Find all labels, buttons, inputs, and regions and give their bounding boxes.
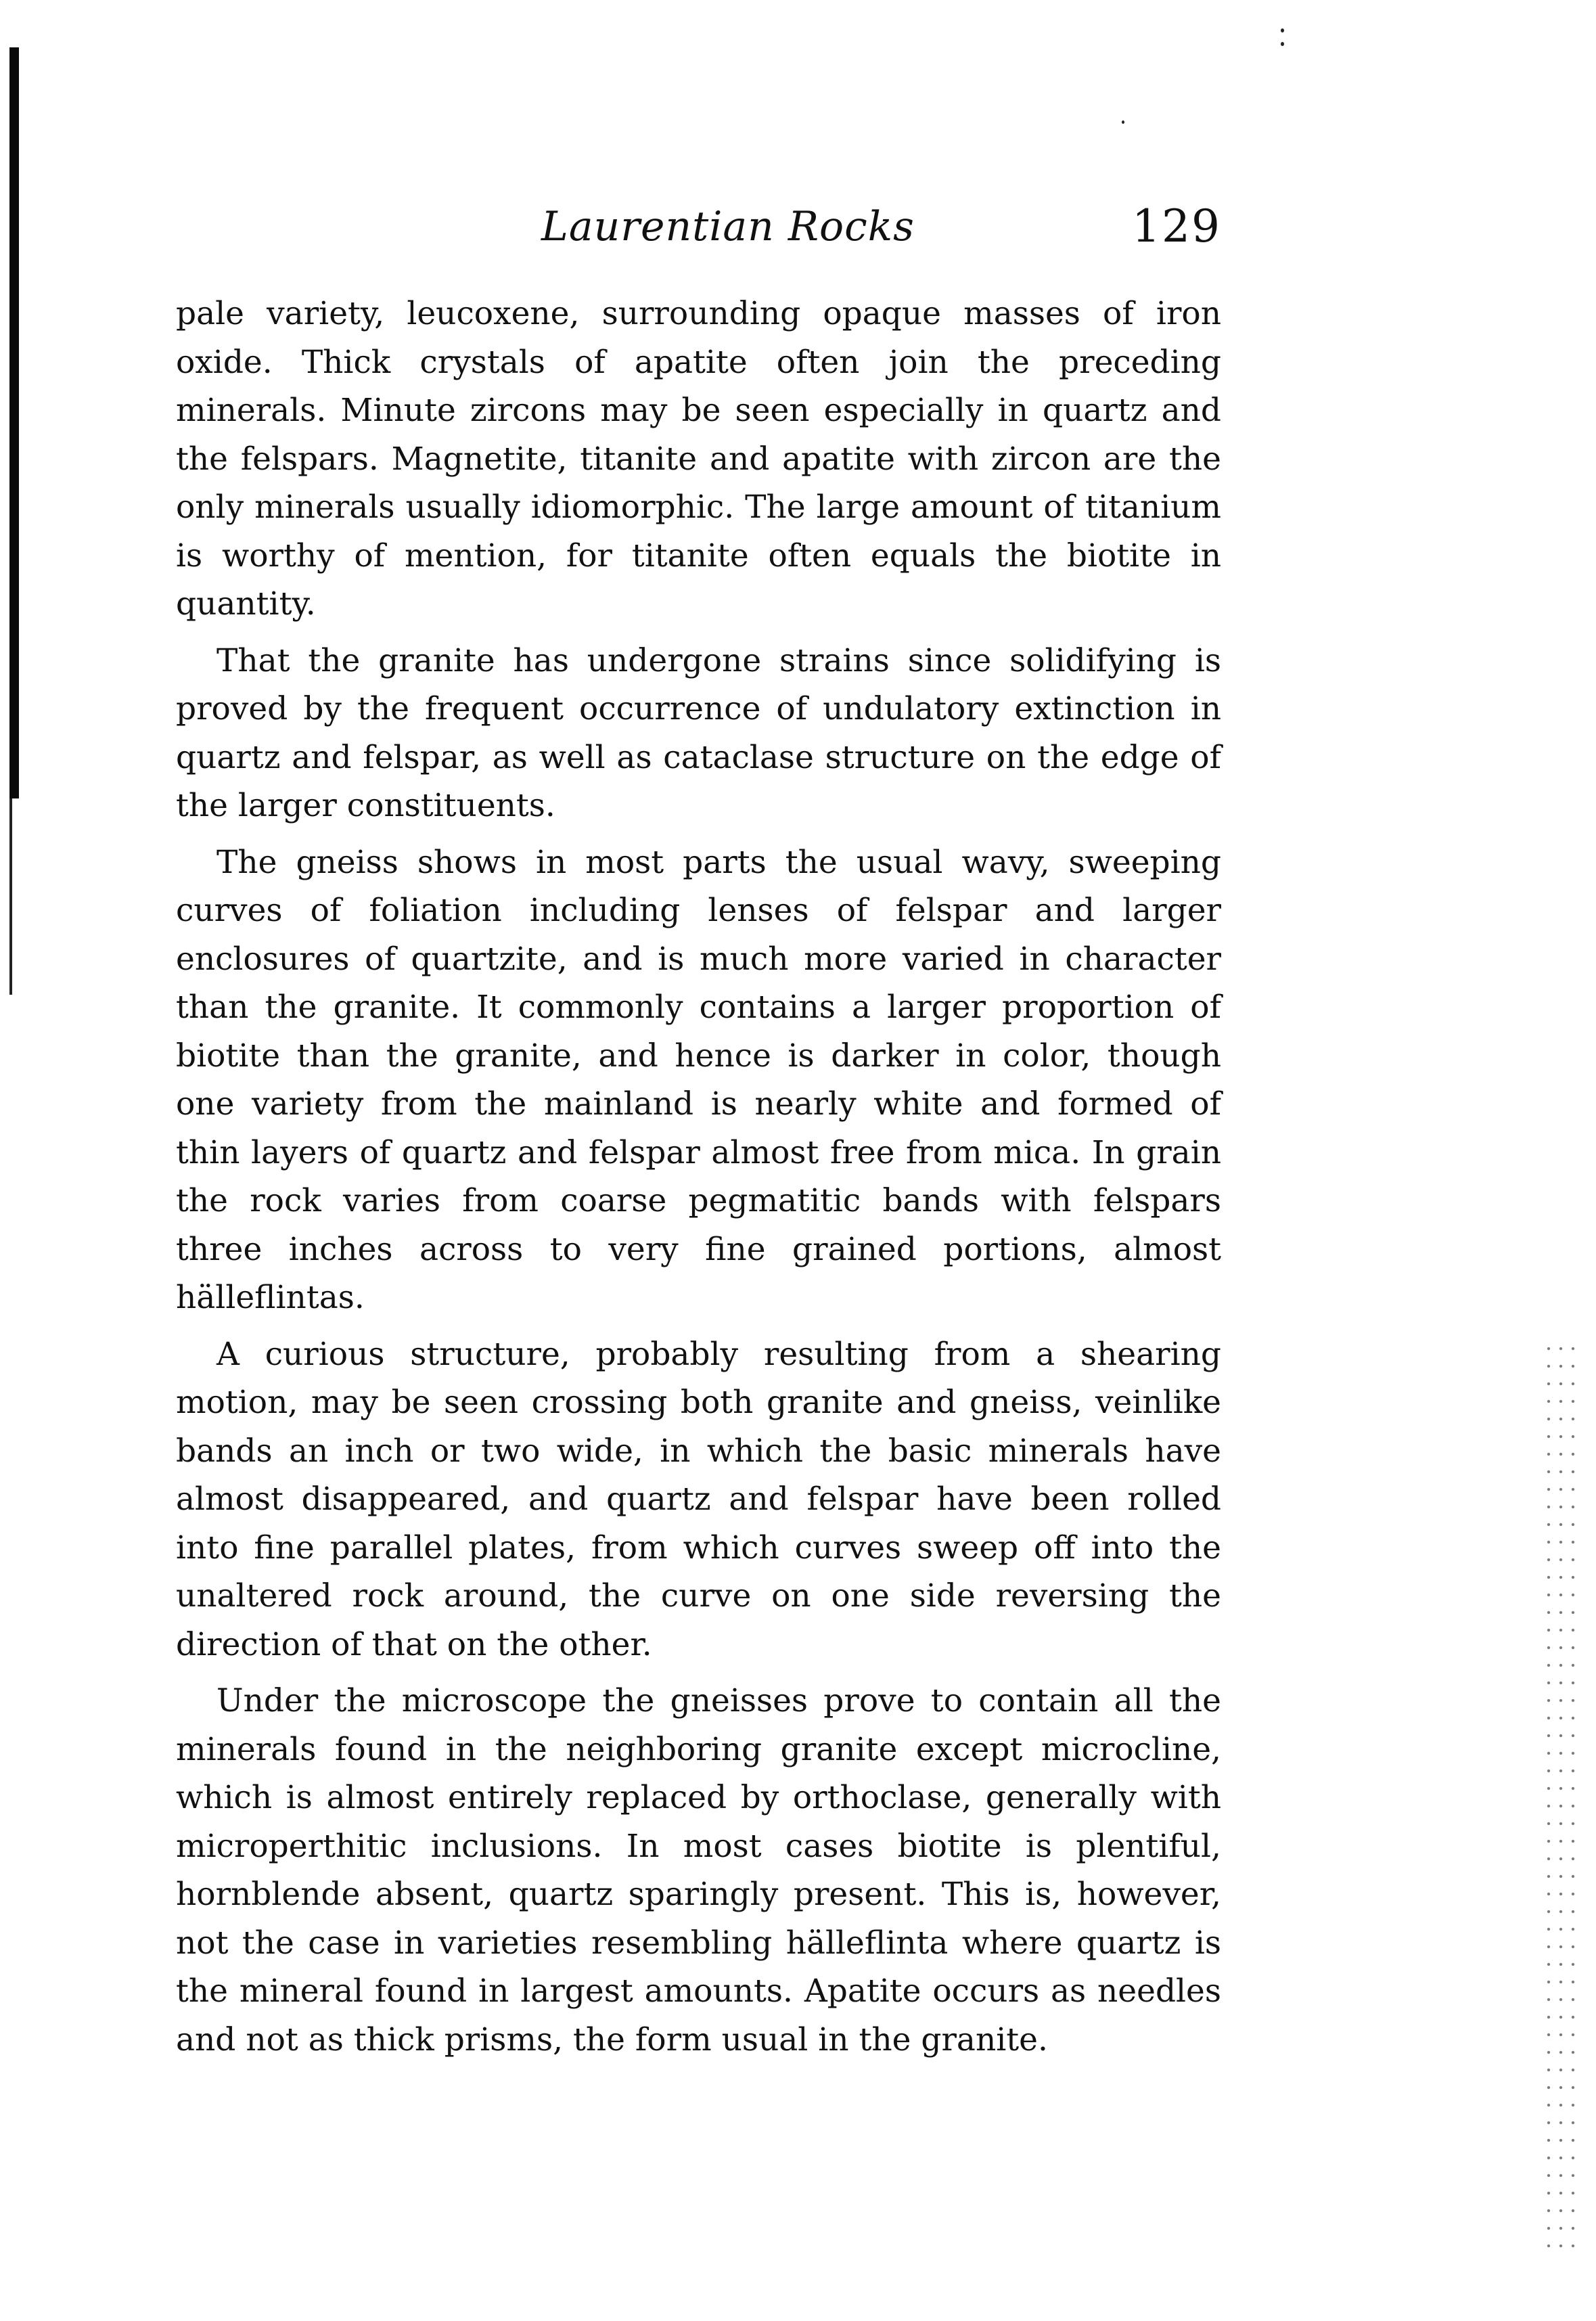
paragraph: pale variety, leucoxene, surrounding opaque masses of iron oxide. Thick crystals of apatite often join the preceding minerals. Minute zircons may be seen especially in quartz and the felspars. Magnetite, titanite and apatite with zircon are the only minerals usually idiomorphic. The large amount of titanium is worthy of mention, for titanite often equals the biotite in quantity. xyxy=(176,295,1221,623)
scan-speck xyxy=(1122,120,1124,124)
page-number: 129 xyxy=(1132,200,1221,252)
scan-speck xyxy=(1281,28,1284,32)
left-margin-rule xyxy=(9,47,19,798)
paragraph: The gneiss shows in most parts the usual wavy, sweeping curves of foliation including lenses of felspar and larger enclosures of quartzite, and is much more varied in character than the granite. It commonly contains a larger proportion of biotite than the granite, and hence is darker in color, though one variety from the mainland is nearly white and formed of thin layers of quartz and felspar almost free from mica. In grain the rock varies from coarse pegmatitic bands with felspars three inches across to very fine grained portions, almost hälleflintas. xyxy=(176,843,1221,1316)
body-text xyxy=(176,290,1221,2072)
page-header xyxy=(176,196,1221,271)
paragraph: That the granite has undergone strains since solidifying is proved by the frequent occurrence of undulatory extinction in quartz and felspar, as well as cataclase structure on the edge of the larger constituents. xyxy=(176,641,1221,824)
left-margin-rule-thin xyxy=(9,798,12,995)
paragraph: Under the microscope the gneisses prove to contain all the minerals found in the neighboring granite except microcline, which is almost entirely replaced by orthoclase, generally with microperthitic inclusions. In most cases biotite is plentiful, hornblende absent, quartz sparingly present. This is, however, not the case in varieties resembling hälleflinta where quartz is the mineral found in largest amounts. Apatite occurs as needles and not as thick prisms, the form usual in the granite. xyxy=(176,1682,1221,2058)
scan-margin-dots xyxy=(1543,1340,1576,2260)
scan-speck xyxy=(1281,42,1284,46)
running-head: Laurentian Rocks xyxy=(541,203,915,250)
paragraph: A curious structure, probably resulting from a shearing motion, may be seen crossing both granite and gneiss, veinlike bands an inch or two wide, in which the basic minerals have almost disappeared, and quartz and felspar have been rolled into fine parallel plates, from which curves sweep off into the unaltered rock around, the curve on one side reversing the direction of that on the other. xyxy=(176,1335,1221,1663)
